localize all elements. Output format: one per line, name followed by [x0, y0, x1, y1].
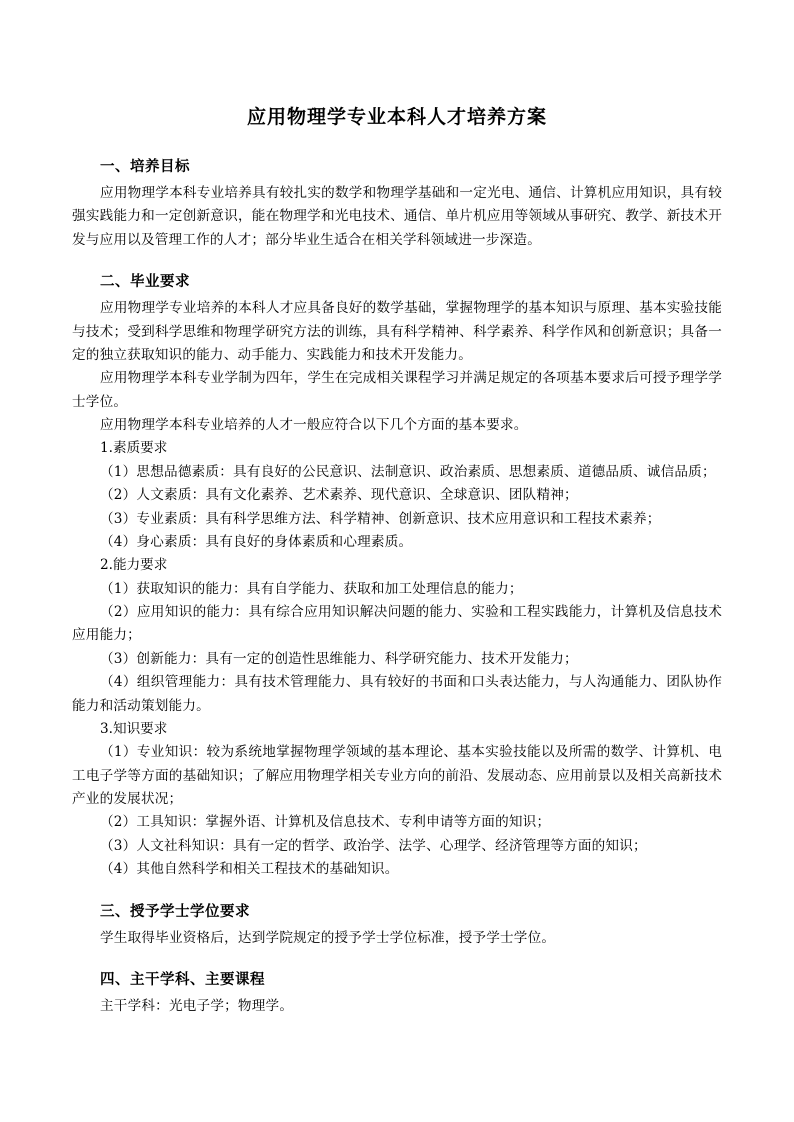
paragraph: 学生取得毕业资格后，达到学院规定的授予学士学位标准，授予学士学位。 [100, 929, 556, 946]
paragraph: 应用物理学本科专业培养的人才一般应符合以下几个方面的基本要求。 [100, 417, 528, 433]
list-item: （2）应用知识的能力：具有综合应用知识解决问题的能力、实验和工程实践能力，计算机及信息技术应用能力； [72, 604, 722, 644]
page-title: 应用物理学专业本科人才培养方案 [246, 106, 547, 128]
requirement-group-ability [72, 554, 722, 718]
list-item: （3）专业素质：具有科学思维方法、科学精神、创新意识、技术应用意识和工程技术素养； [100, 510, 661, 527]
section-degree-requirements [72, 900, 722, 950]
section-heading: 一、培养目标 [100, 159, 190, 175]
requirement-group-knowledge [72, 718, 722, 882]
list-item: （3）创新能力：具有一定的创造性思维能力、科学研究能力、技术开发能力； [100, 650, 578, 667]
list-item: （4）其他自然科学和相关工程技术的基础知识。 [100, 861, 399, 878]
list-item: （1）获取知识的能力：具有自学能力、获取和加工处理信息的能力； [100, 580, 523, 597]
group-label: 2.能力要求 [100, 557, 168, 574]
list-item: （1）专业知识：较为系统地掌握物理学领域的基本理论、基本实验技能以及所需的数学、计算机、电工电子学等方面的基础知识；了解应用物理学相关专业方向的前沿、发展动态、应用前景以及相关高新技术产业的发展状况； [72, 744, 722, 807]
section-training-objectives [72, 155, 722, 252]
list-item: （4）组织管理能力：具有技术管理能力、具有较好的书面和口头表达能力，与人沟通能力、团队协作能力和活动策划能力。 [72, 674, 722, 714]
section-heading: 二、毕业要求 [100, 274, 190, 291]
list-item: （1）思想品德素质：具有良好的公民意识、法制意识、政治素质、思想素质、道德品质、诚信品质； [100, 463, 716, 480]
group-label: 3.知识要求 [100, 720, 168, 737]
paragraph: 主干学科：光电子学；物理学。 [100, 997, 294, 1014]
group-label: 1.素质要求 [100, 440, 168, 457]
section-heading: 四、主干学科、主要课程 [100, 971, 265, 988]
list-item: （4）身心素质：具有良好的身体素质和心理素质。 [100, 533, 413, 550]
paragraph: 应用物理学专业培养的本科人才应具备良好的数学基础，掌握物理学的基本知识与原理、基本实验技能与技术；受到科学思维和物理学研究方法的训练，具有科学精神、科学素养、科学作风和创新意识；具备一定的独立获取知识的能力、动手能力、实践能力和技术开发能力。 [72, 300, 722, 363]
paragraph: 应用物理学本科专业培养具有较扎实的数学和物理学基础和一定光电、通信、计算机应用知识，具有较强实践能力和一定创新意识，能在物理学和光电技术、通信、单片机应用等领域从事研究、教学、新技术开发与应用以及管理工作的人才；部分毕业生适合在相关学科领域进一步深造。 [72, 185, 722, 248]
paragraph: 应用物理学本科专业学制为四年，学生在完成相关课程学习并满足规定的各项基本要求后可授予理学学士学位。 [72, 370, 722, 410]
section-heading: 三、授予学士学位要求 [100, 903, 250, 920]
list-item: （2）工具知识：掌握外语、计算机及信息技术、专利申请等方面的知识； [100, 814, 551, 831]
section-core-disciplines [72, 968, 722, 1018]
requirement-group-quality [72, 437, 722, 554]
section-graduation-requirements [72, 270, 722, 881]
list-item: （3）人文社科知识：具有一定的哲学、政治学、法学、心理学、经济管理等方面的知识； [100, 837, 647, 854]
list-item: （2）人文素质：具有文化素养、艺术素养、现代意识、全球意识、团队精神； [100, 487, 578, 504]
